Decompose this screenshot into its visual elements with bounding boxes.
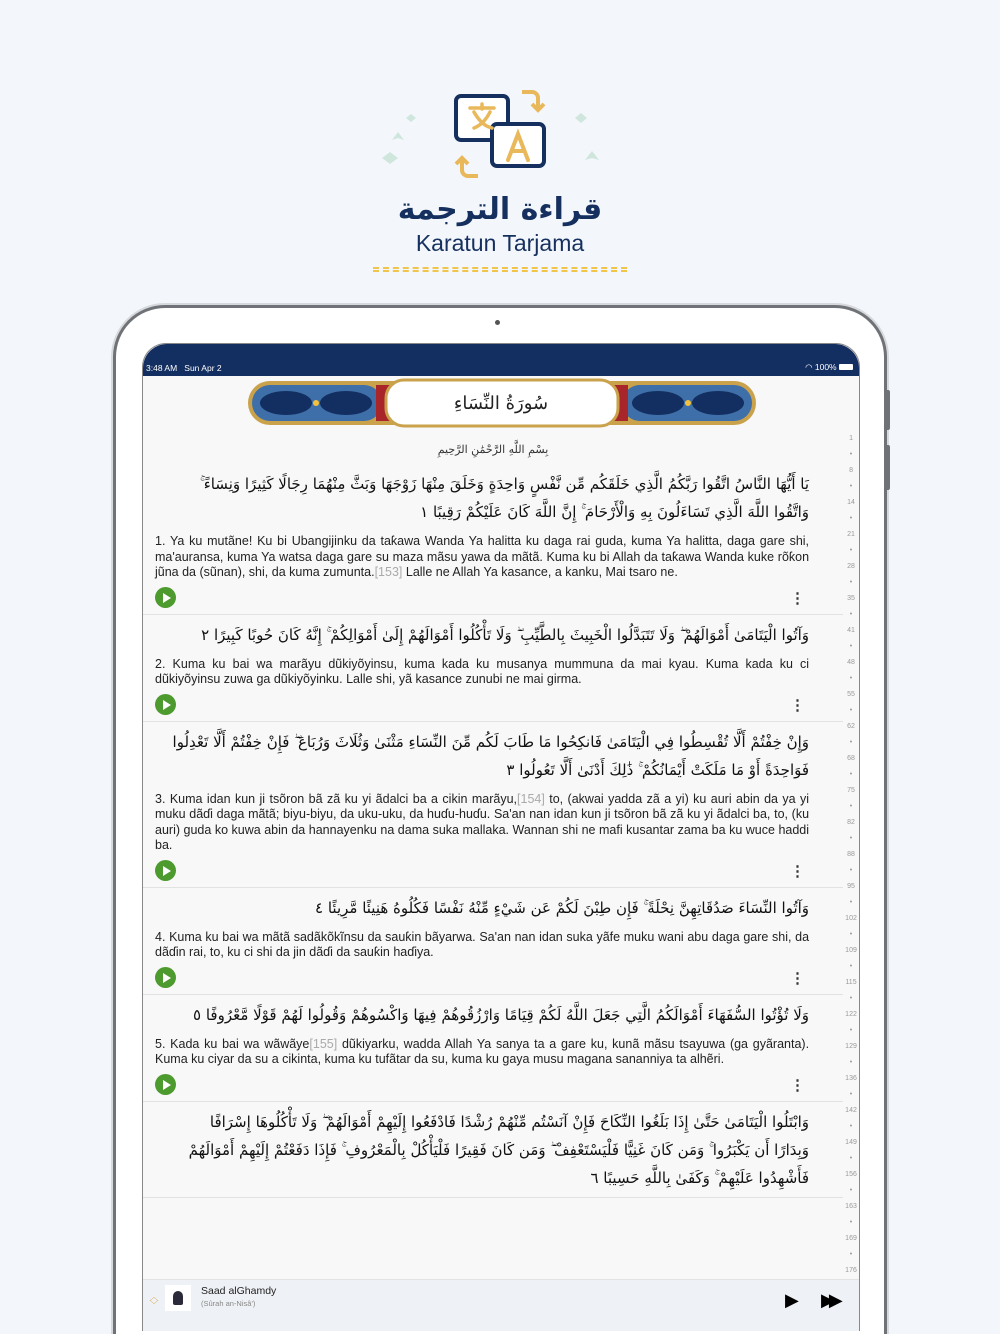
index-marker[interactable]: 102: [845, 915, 857, 922]
index-marker[interactable]: •: [849, 1219, 853, 1226]
index-marker[interactable]: 14: [847, 499, 855, 506]
index-marker[interactable]: 163: [845, 1203, 857, 1210]
index-marker[interactable]: •: [849, 1251, 853, 1258]
footnote-link[interactable]: [155]: [309, 1036, 338, 1051]
verse-translation: [155, 792, 809, 854]
index-marker[interactable]: •: [849, 1187, 853, 1194]
verse-arabic: وَآتُوا النِّسَاءَ صَدُقَاتِهِنَّ نِحْلَةً ۚ فَإِن طِبْنَ لَكُمْ عَن شَيْءٍ مِّنْهُ نَفْسًا فَكُلُوهُ هَنِيئًا مَّرِيئًا ٤: [315, 898, 810, 917]
verse-arabic: وَآتُوا الْيَتَامَىٰ أَمْوَالَهُمْ ۖ وَلَا تَتَبَدَّلُوا الْخَبِيثَ بِالطَّيِّبِ ۖ وَلَا تَأْكُلُوا أَمْوَالَهُمْ إِلَىٰ أَمْوَالِكُمْ ۚ إِنَّهُ كَانَ حُوبًا كَبِيرًا ٢: [201, 625, 810, 644]
index-marker[interactable]: 48: [847, 659, 855, 666]
more-options-icon[interactable]: ⋮: [790, 696, 806, 714]
index-marker[interactable]: •: [849, 515, 853, 522]
index-marker[interactable]: 156: [845, 1171, 857, 1178]
index-marker[interactable]: •: [849, 611, 853, 618]
verse-item: [143, 464, 843, 615]
translation-text: 3. Kuma idan kun ji tsõron bã zã ku yi ãdalci ba a cikin marãyu,: [155, 791, 518, 806]
dashed-divider: [373, 267, 627, 272]
index-marker[interactable]: •: [849, 1059, 853, 1066]
index-marker[interactable]: 109: [845, 947, 857, 954]
index-marker[interactable]: •: [849, 1027, 853, 1034]
index-marker[interactable]: •: [849, 483, 853, 490]
play-verse-button[interactable]: [155, 587, 176, 608]
reciter-avatar: [165, 1285, 191, 1311]
index-marker[interactable]: •: [849, 643, 853, 650]
translation-text: 2. Kuma ku bai wa marãyu dũkiyõyinsu, kuma kada ku musanya mummuna da mai kyau. Kuma kada ku ci dũkiyõyinsu zuwa ga dũkiyõyinku. Lalle shi, yã kasance zunubi ne mai girma.: [155, 656, 810, 686]
verse-item: [143, 615, 843, 722]
status-date: Sun Apr 2: [184, 363, 222, 373]
app-screen: [142, 343, 860, 1331]
status-time: 3:48 AM: [146, 363, 178, 373]
index-marker[interactable]: •: [849, 771, 853, 778]
verse-item: [143, 888, 843, 995]
volume-button: [884, 390, 890, 430]
footnote-link[interactable]: [153]: [374, 565, 403, 579]
surah-subtitle: (Sûrah an-Nisâ'): [201, 1299, 256, 1308]
translation-text: 5. Kada ku bai wa wãwãye: [155, 1036, 310, 1051]
index-marker[interactable]: 8: [849, 467, 853, 474]
index-marker[interactable]: •: [849, 1155, 853, 1162]
index-marker[interactable]: •: [849, 803, 853, 810]
play-icon[interactable]: ▶: [785, 1290, 799, 1310]
index-marker[interactable]: 1: [849, 435, 853, 442]
play-verse-button[interactable]: [155, 860, 176, 881]
translation-text: 1. Ya ku mutãne! Ku bi Ubangijinku da taƙawa Wanda Ya halitta ku daga rai guda, kuma Ya halitta, daga gare shi, ma'auransa, kuma Ya watsa daga gare su maza mãsu yawa da mãtã. Kuma ku bi Allah da taƙawa Wanda kuke rõƙon jũna da (sũnan), shi, da kuma zumunta.: [155, 534, 810, 579]
index-marker[interactable]: 88: [847, 851, 855, 858]
verse-translation: [155, 1037, 809, 1068]
more-options-icon[interactable]: ⋮: [790, 589, 806, 607]
footnote-link[interactable]: [154]: [517, 791, 545, 806]
brand-title-arabic: قراءة الترجمة: [397, 192, 603, 227]
index-marker[interactable]: •: [849, 451, 853, 458]
verse-arabic: وَلَا تُؤْتُوا السُّفَهَاءَ أَمْوَالَكُمُ الَّتِي جَعَلَ اللَّهُ لَكُمْ قِيَامًا وَارْزُقُوهُمْ فِيهَا وَاكْسُوهُمْ وَقُولُوا لَهُمْ قَوْلًا مَّعْرُوفًا ٥: [193, 1005, 810, 1024]
index-marker[interactable]: •: [849, 931, 853, 938]
index-marker[interactable]: 35: [847, 595, 855, 602]
more-options-icon[interactable]: ⋮: [790, 1076, 806, 1094]
expand-collapse-icon[interactable]: ︿ ﹀: [149, 1292, 159, 1310]
index-marker[interactable]: 62: [847, 723, 855, 730]
verse-translation: [155, 930, 809, 961]
translation-text: dũkiyarku, wadda Allah Ya sanya ta a gare ku, kunã mãsu tsayuwa (ga gyãranta). Kuma ku ciyar da su a cikinta, kuma ku tufãtar da su, kuma ku gaya musu magana sananniya ta alhẽri.: [155, 1036, 810, 1066]
index-marker[interactable]: •: [849, 675, 853, 682]
index-marker[interactable]: •: [849, 1091, 853, 1098]
index-marker[interactable]: •: [849, 995, 853, 1002]
play-verse-button[interactable]: [155, 694, 176, 715]
verse-arabic: وَإِنْ خِفْتُمْ أَلَّا تُقْسِطُوا فِي الْيَتَامَىٰ فَانكِحُوا مَا طَابَ لَكُم مِّنَ النِّسَاءِ مَثْنَىٰ وَثُلَاثَ وَرُبَاعَ ۖ فَإِنْ خِفْتُمْ أَلَّا تَعْدِلُوا فَوَاحِدَةً أَوْ مَا مَلَكَتْ أَيْمَانُكُمْ ۚ ذَٰلِكَ أَدْنَىٰ أَلَّا تَعُولُوا ٣: [172, 732, 810, 779]
camera: [495, 320, 500, 325]
index-marker[interactable]: 129: [845, 1043, 857, 1050]
translation-text: Lalle ne Allah Ya kasance, a kanku, Mai tsaro ne.: [402, 565, 678, 579]
audio-player: [143, 1279, 859, 1331]
translation-text: 4. Kuma ku bai wa mãtã sadãkõkĩnsu da sauƙin bãyarwa. Sa'an nan idan suka yãfe muku wani abu daga gare shi, da dãɗin rai, to, ku ci shi da jin dãɗi da sauƙin haɗiya.: [155, 929, 810, 959]
verse-index-scrubber[interactable]: [843, 431, 859, 1279]
fast-forward-icon[interactable]: ▶▶: [821, 1290, 837, 1310]
index-marker[interactable]: •: [849, 899, 853, 906]
status-bar: [143, 344, 859, 376]
verse-translation: [155, 534, 809, 581]
surah-title: سُورَةُ النِّسَاءِ: [453, 393, 549, 414]
more-options-icon[interactable]: ⋮: [790, 862, 806, 880]
bismillah: بِسْمِ اللَّهِ الرَّحْمَٰنِ الرَّحِيمِ: [437, 443, 549, 456]
reciter-name: Saad alGhamdy: [201, 1285, 277, 1297]
verse-list: [143, 431, 843, 1279]
index-marker[interactable]: 75: [847, 787, 855, 794]
surah-header: [143, 376, 859, 431]
translation-text: to, (akwai yadda zã a yi) ku auri abin da ya yi muku dãɗi daga mãtã; biyu-biyu, da uku-uku, da huɗu-huɗu. Sa'an nan idan kun ji tsõron bã zã ku yi ãdalci ba, to, (ku auri) guda ko kuwa abin da hannayenku na dama suka mallaka. Wannan shi ne mafi kusantar zama ba ku wuce haddi ba.: [155, 791, 810, 852]
index-marker[interactable]: 115: [845, 979, 857, 986]
verse-item: [143, 722, 843, 888]
index-marker[interactable]: 68: [847, 755, 855, 762]
index-marker[interactable]: •: [849, 963, 853, 970]
verse-arabic: وَابْتَلُوا الْيَتَامَىٰ حَتَّىٰ إِذَا بَلَغُوا النِّكَاحَ فَإِنْ آنَسْتُم مِّنْهُمْ رُشْدًا فَادْفَعُوا إِلَيْهِمْ أَمْوَالَهُمْ ۖ وَلَا تَأْكُلُوهَا إِسْرَافًا وَبِدَارًا أَن يَكْبَرُوا ۚ وَمَن كَانَ غَنِيًّا فَلْيَسْتَعْفِفْ ۖ وَمَن كَانَ فَقِيرًا فَلْيَأْكُلْ بِالْمَعْرُوفِ ۚ فَإِذَا دَفَعْتُمْ إِلَيْهِمْ أَمْوَالَهُمْ فَأَشْهِدُوا عَلَيْهِمْ ۚ وَكَفَىٰ بِاللَّهِ حَسِيبًا ٦: [188, 1112, 810, 1187]
index-marker[interactable]: 82: [847, 819, 855, 826]
volume-button: [884, 445, 890, 490]
brand-title: Karatun Tarjama: [415, 230, 585, 256]
index-marker[interactable]: 136: [845, 1075, 857, 1082]
index-marker[interactable]: 95: [847, 883, 855, 890]
translate-icon: [370, 80, 630, 190]
index-marker[interactable]: 149: [845, 1139, 857, 1146]
index-marker[interactable]: •: [849, 547, 853, 554]
index-marker[interactable]: •: [849, 707, 853, 714]
verse-arabic: يَا أَيُّهَا النَّاسُ اتَّقُوا رَبَّكُمُ الَّذِي خَلَقَكُم مِّن نَّفْسٍ وَاحِدَةٍ وَخَلَقَ مِنْهَا زَوْجَهَا وَبَثَّ مِنْهُمَا رِجَالًا كَثِيرًا وَنِسَاءً ۚ وَاتَّقُوا اللَّهَ الَّذِي تَسَاءَلُونَ بِهِ وَالْأَرْحَامَ ۚ إِنَّ اللَّهَ كَانَ عَلَيْكُمْ رَقِيبًا ١: [199, 475, 810, 521]
index-marker[interactable]: 41: [847, 627, 855, 634]
wifi-icon: ◠: [805, 362, 813, 372]
verse-translation: [155, 657, 809, 688]
index-marker[interactable]: 28: [847, 563, 855, 570]
battery-level: 100%: [814, 362, 837, 372]
index-marker[interactable]: 21: [847, 531, 855, 538]
index-marker[interactable]: 55: [847, 691, 855, 698]
index-marker[interactable]: 176: [845, 1267, 857, 1274]
index-marker[interactable]: 122: [845, 1011, 857, 1018]
verse-item: [143, 995, 843, 1102]
index-marker[interactable]: •: [849, 867, 853, 874]
app-logo: [0, 80, 1000, 272]
index-marker[interactable]: •: [849, 739, 853, 746]
battery-icon: [839, 364, 853, 370]
more-options-icon[interactable]: ⋮: [790, 969, 806, 987]
verse-item: [143, 1102, 843, 1198]
index-marker[interactable]: 142: [845, 1107, 857, 1114]
index-marker[interactable]: 169: [845, 1235, 857, 1242]
play-verse-button[interactable]: [155, 1074, 176, 1095]
index-marker[interactable]: •: [849, 1123, 853, 1130]
index-marker[interactable]: •: [849, 835, 853, 842]
play-verse-button[interactable]: [155, 967, 176, 988]
index-marker[interactable]: •: [849, 579, 853, 586]
